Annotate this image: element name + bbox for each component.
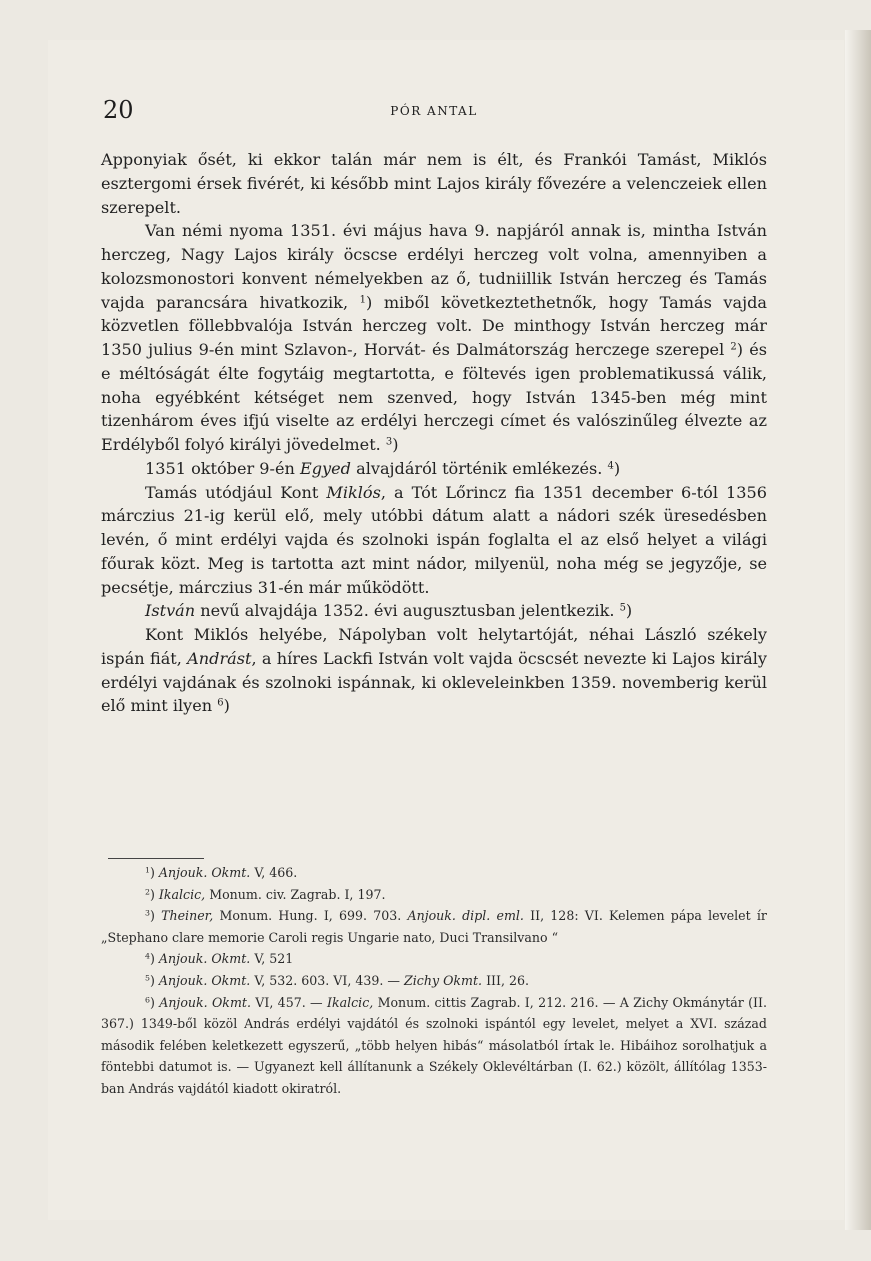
main-text	[101, 148, 767, 718]
name-andrast: Andrást	[187, 648, 252, 668]
paragraph-3-part-b: alvajdáról történik emlékezés.	[356, 458, 603, 478]
footnote-6-ref: VI, 457. —	[255, 994, 323, 1010]
footnote-number-3: 3	[145, 908, 150, 918]
paragraph-1: Apponyiak ősét, ki ekkor talán már nem is élt, és Frankói Tamást, Miklós esztergomi érsek fivérét, ki később mint Lajos király fővezére a velenczeiek ellen szerepelt.	[101, 150, 767, 217]
page-header	[103, 96, 765, 126]
paragraph-5	[101, 599, 767, 623]
paragraph-3-part-a: 1351 október 9-én	[145, 458, 295, 478]
footnote-number-1: 1	[145, 865, 150, 875]
footnote-number-2: 2	[145, 887, 150, 897]
footnote-6-source-2: Ikalcic,	[326, 994, 374, 1010]
footnote-ref-6: 6	[217, 697, 224, 709]
footnote-5: $^5$) Anjouk. Okmt. V, 532. 603. VI, 439. — Zichy Okmt. III, 26.	[145, 972, 530, 988]
footnotes	[101, 862, 767, 1100]
paragraph-2-part-c: ) és e méltóságát élte fogytáig megtartotta, e föltevés igen problematikussá válik, noha egyébként kétséget nem szenved, hogy István 1345-ben még mint tizenhárom éves ifjú viselte az erdélyi herczegi címet és valószinűleg élvezte az Erdélyből folyó királyi jövedelmet.	[101, 340, 768, 454]
footnote-ref-2: 2	[730, 341, 737, 353]
footnote-number-4: 4	[145, 952, 150, 962]
paragraph-2	[101, 219, 767, 457]
footnote-6-source: Anjouk. Okmt.	[159, 994, 251, 1010]
footnote-4: $^4$) Anjouk. Okmt. V, 521	[145, 951, 294, 967]
footnote-3-source-2: Anjouk. dipl. eml.	[407, 908, 524, 924]
paragraph-3	[101, 457, 767, 481]
footnote-2-ref: Monum. civ. Zagrab. I, 197.	[209, 886, 386, 902]
footnote-number-5: 5	[145, 973, 150, 983]
footnote-3-text: II, 128: VI. Kelemen pápa levelet ír „Stephano clare memorie Caroli regis Ungarie nato, Duci Transilvano “	[101, 908, 767, 945]
footnote-2-source: Ikalcic,	[158, 886, 206, 902]
paragraph-2-part-d: )	[392, 435, 399, 454]
paragraph-5-part-b: )	[625, 601, 633, 621]
paragraph-6-part-b: , a híres Lackfi István volt vajda öcscsét nevezte ki Lajos király erdélyi vajdának és szolnoki ispánnak, ki okleveleinkben 1359. novemberig kerül elő mint ilyen	[101, 648, 767, 716]
name-miklos: Miklós	[326, 482, 381, 502]
footnote-ref-5: 5	[619, 602, 626, 614]
footnote-5-ref-2: III, 26.	[486, 972, 530, 988]
footnote-ref-1: 1	[359, 294, 366, 306]
footnote-3-source: Theiner,	[161, 908, 214, 924]
paragraph-6-part-c: )	[223, 696, 230, 716]
paragraph-5-part-a: nevű alvajdája 1352. évi augusztusban jelentkezik.	[200, 601, 615, 621]
footnote-rule	[108, 858, 204, 859]
footnote-ref-4: 4	[607, 460, 614, 472]
footnote-6-text: Monum. cittis Zagrab. I, 212. 216. — A Zichy Okmánytár (II. 367.) 1349-ből közöl András erdélyi vajdától és szolnoki ispántól egy levelet, melyet a XVI. század második felében keletkezett egyszerű, „több helyen hibás“ másolatból írtak le. Hibáihoz sorolhatjuk a föntebbi datumot is. — Ugyanezt kell állítanunk a Székely Oklevéltárban (I. 62.) közölt, állítólag 1353-ban András vajdától kiadott okiratról.	[101, 994, 767, 1096]
paragraph-2-part-a: Van némi nyoma 1351. évi május hava 9. napjáról annak is, mintha István herczeg, Nagy Lajos király öcscse erdélyi herczeg volt volna, amennyiben a kolozsmonostori konvent némelyekben az ő, tudniillik István herczeg és Tamás vajda parancsára hivatkozik,	[101, 221, 767, 312]
paragraph-3-part-c: )	[613, 458, 621, 478]
paragraph-2-part-b: ) miből következtethetnők, hogy Tamás vajda közvetlen föllebbvalója István herczeg volt. De minthogy István herczeg már 1350 julius 9-én mint Szlavon-, Horvát- és Dalmátország herczege szerepel	[101, 292, 767, 359]
footnote-4-ref: V, 521	[254, 951, 294, 967]
footnote-1-source: Anjouk. Okmt.	[158, 865, 251, 880]
footnote-number-6: 6	[145, 995, 150, 1005]
name-istvan: István	[145, 601, 196, 621]
paragraph-4-part-b: , a Tót Lőrincz fia 1351 december 6-tól 1356 márczius 21-ig kerül elő, mely utóbbi dátum alatt a nádori szék üresedésben levén, ő mint erdélyi vajda és szolnoki ispán foglalta el az első helyet a világi főurak közt. Meg is tartotta azt mint nádor, milyenül, noha még se jegyzője, se pecsétje, márczius 31-én már működött.	[101, 482, 767, 597]
paragraph-4-part-a: Tamás utódjául Kont	[145, 482, 319, 502]
footnote-3: $^3$) Theiner, Monum. Hung. I, 699. 703. Anjouk. dipl. eml. II, 128: VI. Kelemen pápa levelet ír „Stephano clare memorie Caroli regis Ungarie nato, Duci Transilvano “	[101, 908, 767, 945]
footnote-1: $^1$) Anjouk. Okmt. V, 466.	[145, 865, 298, 880]
footnote-4-source: Anjouk. Okmt.	[158, 951, 251, 967]
paragraph-6-part-a: Kont Miklós helyébe, Nápolyban volt helytartóját, néhai László székely ispán fiát,	[101, 625, 767, 668]
footnote-2: $^2$) Ikalcic, Monum. civ. Zagrab. I, 197.	[145, 886, 386, 902]
footnote-5-source: Anjouk. Okmt.	[158, 972, 251, 988]
book-spine-shadow	[845, 30, 871, 1230]
footnote-ref-3: 3	[385, 436, 393, 448]
footnote-5-ref: V, 532. 603. VI, 439. —	[254, 972, 401, 988]
footnote-3-ref: Monum. Hung. I, 699. 703.	[219, 908, 402, 924]
running-head: PÓR ANTAL	[390, 104, 478, 118]
name-egyed: Egyed	[300, 458, 351, 478]
footnote-6: $^6$) Anjouk. Okmt. VI, 457. — Ikalcic, Monum. cittis Zagrab. I, 212. 216. — A Zichy Okmánytár (II. 367.) 1349-ből közöl András erdélyi vajdától és szolnoki ispántól egy levelet, melyet a XVI. század második felében keletkezett egyszerű, „több helyen hibás“ másolatból írtak le. Hibáihoz sorolhatjuk a föntebbi datumot is. — Ugyanezt kell állítanunk a Székely Oklevéltárban (I. 62.) közölt, állítólag 1353-ban András vajdától kiadott okiratról.	[101, 994, 767, 1096]
page-number: 20	[103, 96, 134, 124]
paragraph-6	[101, 623, 767, 718]
footnote-1-ref: V, 466.	[254, 865, 298, 880]
footnote-5-source-2: Zichy Okmt.	[404, 972, 483, 988]
paragraph-4	[101, 481, 767, 600]
